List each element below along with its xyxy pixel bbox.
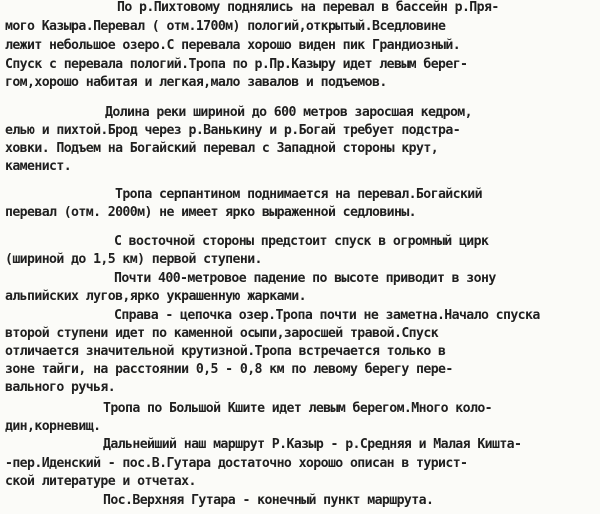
- text-line: лежит небольшое озеро.С перевала хорошо виден пик Грандиозный.: [5, 38, 461, 53]
- text-line: Тропа по Большой Кшите идет левым берегом.Много коло-: [103, 401, 492, 416]
- text-line: отличается значительной крутизной.Тропа встречается только в: [5, 344, 446, 359]
- text-line: зоне тайги, на расстоянии 0,5 - 0,8 км по левому берегу пере-: [5, 362, 453, 377]
- text-line: Пос.Верхняя Гутара - конечный пункт маршрута.: [103, 493, 434, 508]
- text-line: Долина реки шириной до 600 метров заросшая кедром,: [105, 105, 472, 120]
- text-line: елью и пихтой.Брод через р.Ванькину и р.Богай требует подстра-: [5, 123, 461, 138]
- text-line: (шириной до 1,5 км) первой ступени.: [5, 252, 262, 267]
- text-line: Справа - цепочка озер.Тропа почти не заметна.Начало спуска: [114, 308, 540, 323]
- text-line: С восточной стороны предстоит спуск в огромный цирк: [114, 234, 489, 249]
- text-line: каменист.: [5, 159, 72, 174]
- text-line: ховки. Подъем на Богайский перевал с Западной стороны крут,: [5, 141, 439, 156]
- text-line: Спуск с перевала пологий.Тропа по р.Пр.Казыру идет левым берег-: [5, 57, 468, 72]
- text-line: перевал (отм. 2000м) не имеет ярко выраженной седловины.: [5, 205, 417, 220]
- text-line: мого Казыра.Перевал ( отм.1700м) пологий,открытый.Вседловине: [5, 19, 446, 34]
- text-line: ской литературе и отчетах.: [5, 474, 196, 489]
- text-line: второй ступени идет по каменной осыпи,заросшей травой.Спуск: [5, 326, 439, 341]
- text-line: альпийских лугов,ярко украшенную жарками.: [5, 289, 306, 304]
- text-line: дин,корневищ.: [5, 419, 101, 434]
- text-line: Тропа серпантином поднимается на перевал.Богайский: [115, 187, 482, 202]
- text-line: Почти 400-метровое падение по высоте приводит в зону: [114, 271, 496, 286]
- text-line: -пер.Иденский - пос.В.Гутара достаточно хорошо описан в турист-: [5, 456, 468, 471]
- text-line: Дальнейший наш маршрут Р.Казыр - р.Средняя и Малая Кишта-: [103, 437, 522, 452]
- text-line: гом,хорошо набитая и легкая,мало завалов и подъемов.: [5, 75, 387, 90]
- text-line: По р.Пихтовому поднялись на перевал в бассейн р.Пря-: [117, 0, 499, 15]
- text-line: вального ручья.: [5, 380, 116, 395]
